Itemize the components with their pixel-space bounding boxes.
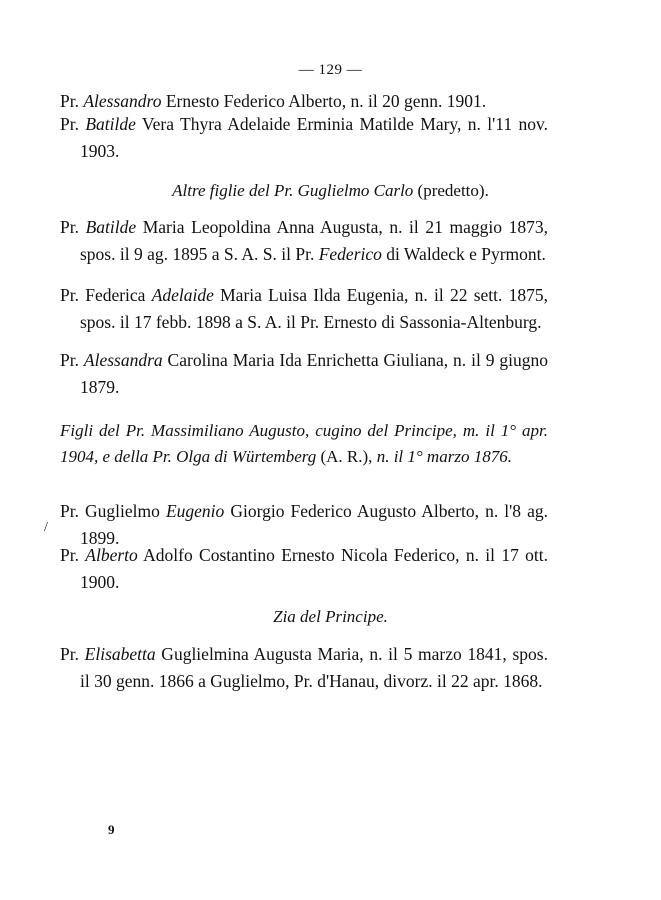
page-number: — 129 — xyxy=(298,62,363,78)
signature-mark: 9 xyxy=(108,822,115,837)
entry-elisabetta: Pr. Elisabetta Guglielmina Augusta Maria, n. il 5 marzo 1841, spos. il 30 genn. 1866 a Guglielmo, Pr. d'Hanau, divorz. il 22 apr. 1868. xyxy=(60,644,548,691)
margin-mark: / xyxy=(44,520,48,535)
given-name: Batilde xyxy=(85,217,137,237)
given-name: Eugenio xyxy=(165,501,225,521)
entry-alessandro: Pr. Alessandro Ernesto Federico Alberto, n. il 20 genn. 1901. xyxy=(60,91,487,111)
section-heading-figli: Figli del Pr. Massimiliano Augusto, cugino del Principe, m. il 1° apr. 1904, e della Pr. Olga di Würtemberg (A. R.), n. il 1° marzo 1876. xyxy=(60,421,548,466)
given-name: Alessandro xyxy=(83,91,162,111)
given-name: Elisabetta xyxy=(84,644,156,664)
entry-guglielmo-eugenio: Pr. Guglielmo Eugenio Giorgio Federico Augusto Alberto, n. l'8 ag. 1899. xyxy=(60,501,548,548)
entry-batilde-vera: Pr. Batilde Vera Thyra Adelaide Erminia Matilde Mary, n. l'11 nov. 1903. xyxy=(60,114,548,161)
entry-alberto: Pr. Alberto Adolfo Costantino Ernesto Nicola Federico, n. il 17 ott. 1900. xyxy=(60,545,548,592)
section-heading-altre-figlie: Altre figlie del Pr. Guglielmo Carlo (predetto). xyxy=(172,181,489,200)
section-heading-zia: Zia del Principe. xyxy=(273,607,388,626)
given-name: Alessandra xyxy=(83,350,163,370)
given-name: Alberto xyxy=(85,545,138,565)
entry-batilde-maria: Pr. Batilde Maria Leopoldina Anna Augusta, n. il 21 maggio 1873, spos. il 9 ag. 1895 a S. A. S. il Pr. Federico di Waldeck e Pyrmont. xyxy=(60,217,548,264)
spouse-name: Federico xyxy=(318,244,382,264)
entry-federica-adelaide: Pr. Federica Adelaide Maria Luisa Ilda Eugenia, n. il 22 sett. 1875, spos. il 17 febb. 1898 a S. A. il Pr. Ernesto di Sassonia-Altenburg. xyxy=(60,285,548,332)
entry-alessandra: Pr. Alessandra Carolina Maria Ida Enrichetta Giuliana, n. il 9 giugno 1879. xyxy=(60,350,548,397)
given-name: Adelaide xyxy=(151,285,214,305)
given-name: Batilde xyxy=(85,114,136,134)
